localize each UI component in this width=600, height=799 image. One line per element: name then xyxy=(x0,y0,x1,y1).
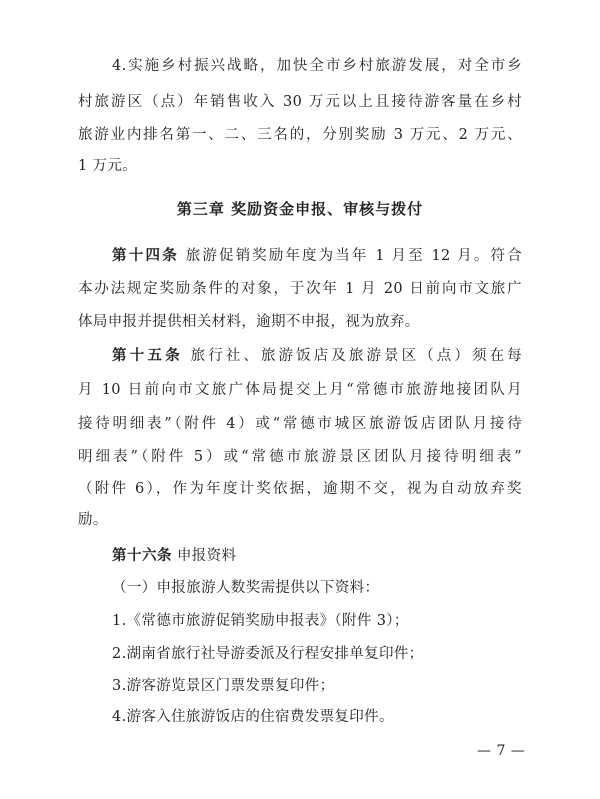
text-line: （附件 6），作为年度计奖依据，逾期不交，视为自动放弃奖 xyxy=(78,481,522,497)
page-number: — 7 — xyxy=(477,743,526,759)
list-item: 2.湖南省旅行社导游委派及行程安排单复印件； xyxy=(112,646,424,662)
text-line: 月 10 日前向市文旅广体局提交上月“常德市旅游地接团队月 xyxy=(78,382,522,398)
text-line: 本办法规定奖励条件的对象，于次年 1 月 20 日前向市文旅广 xyxy=(78,281,522,297)
article-label: 第十五条 xyxy=(112,348,183,364)
article-first-line xyxy=(112,346,522,366)
article-16 xyxy=(112,546,522,566)
article-label: 第十六条 xyxy=(112,548,172,564)
list-item: 1.《常德市旅游促销奖励申报表》（附件 3）； xyxy=(112,613,409,629)
text-line: 接待明细表”（附件 4）或“常德市城区旅游饭店团队月接待 xyxy=(78,416,522,432)
text-line: 旅游业内排名第一、二、三名的，分别奖励 3 万元、2 万元、 xyxy=(78,127,522,143)
text-line: 1 万元。 xyxy=(78,158,138,174)
article-text: 旅行社、旅游饭店及旅游景区（点）须在每 xyxy=(182,348,522,364)
section-subheading: （一）申报旅游人数奖需提供以下资料： xyxy=(112,580,380,596)
text-line: 村旅游区（点）年销售收入 30 万元以上且接待游客量在乡村 xyxy=(78,94,522,110)
article-label: 第十四条 xyxy=(112,248,180,264)
article-text: 申报资料 xyxy=(172,548,237,564)
list-item: 3.游客游览景区门票发票复印件； xyxy=(112,678,335,694)
text-line: 明细表”（附件 5）或“常德市旅游景区团队月接待明细表” xyxy=(78,449,522,465)
list-item: 4.游客入住旅游饭店的住宿费发票复印件。 xyxy=(112,709,394,725)
chapter-heading: 第三章 奖励资金申报、审核与拨付 xyxy=(176,200,424,218)
text-line: 励。 xyxy=(78,512,108,528)
text-line: 体局申报并提供相关材料，逾期不申报，视为放弃。 xyxy=(78,314,420,330)
article-first-line xyxy=(112,246,522,266)
article-text: 旅游促销奖励年度为当年 1 月至 12 月。符合 xyxy=(179,248,522,264)
text-line: 4.实施乡村振兴战略，加快全市乡村旅游发展，对全市乡 xyxy=(112,58,522,74)
